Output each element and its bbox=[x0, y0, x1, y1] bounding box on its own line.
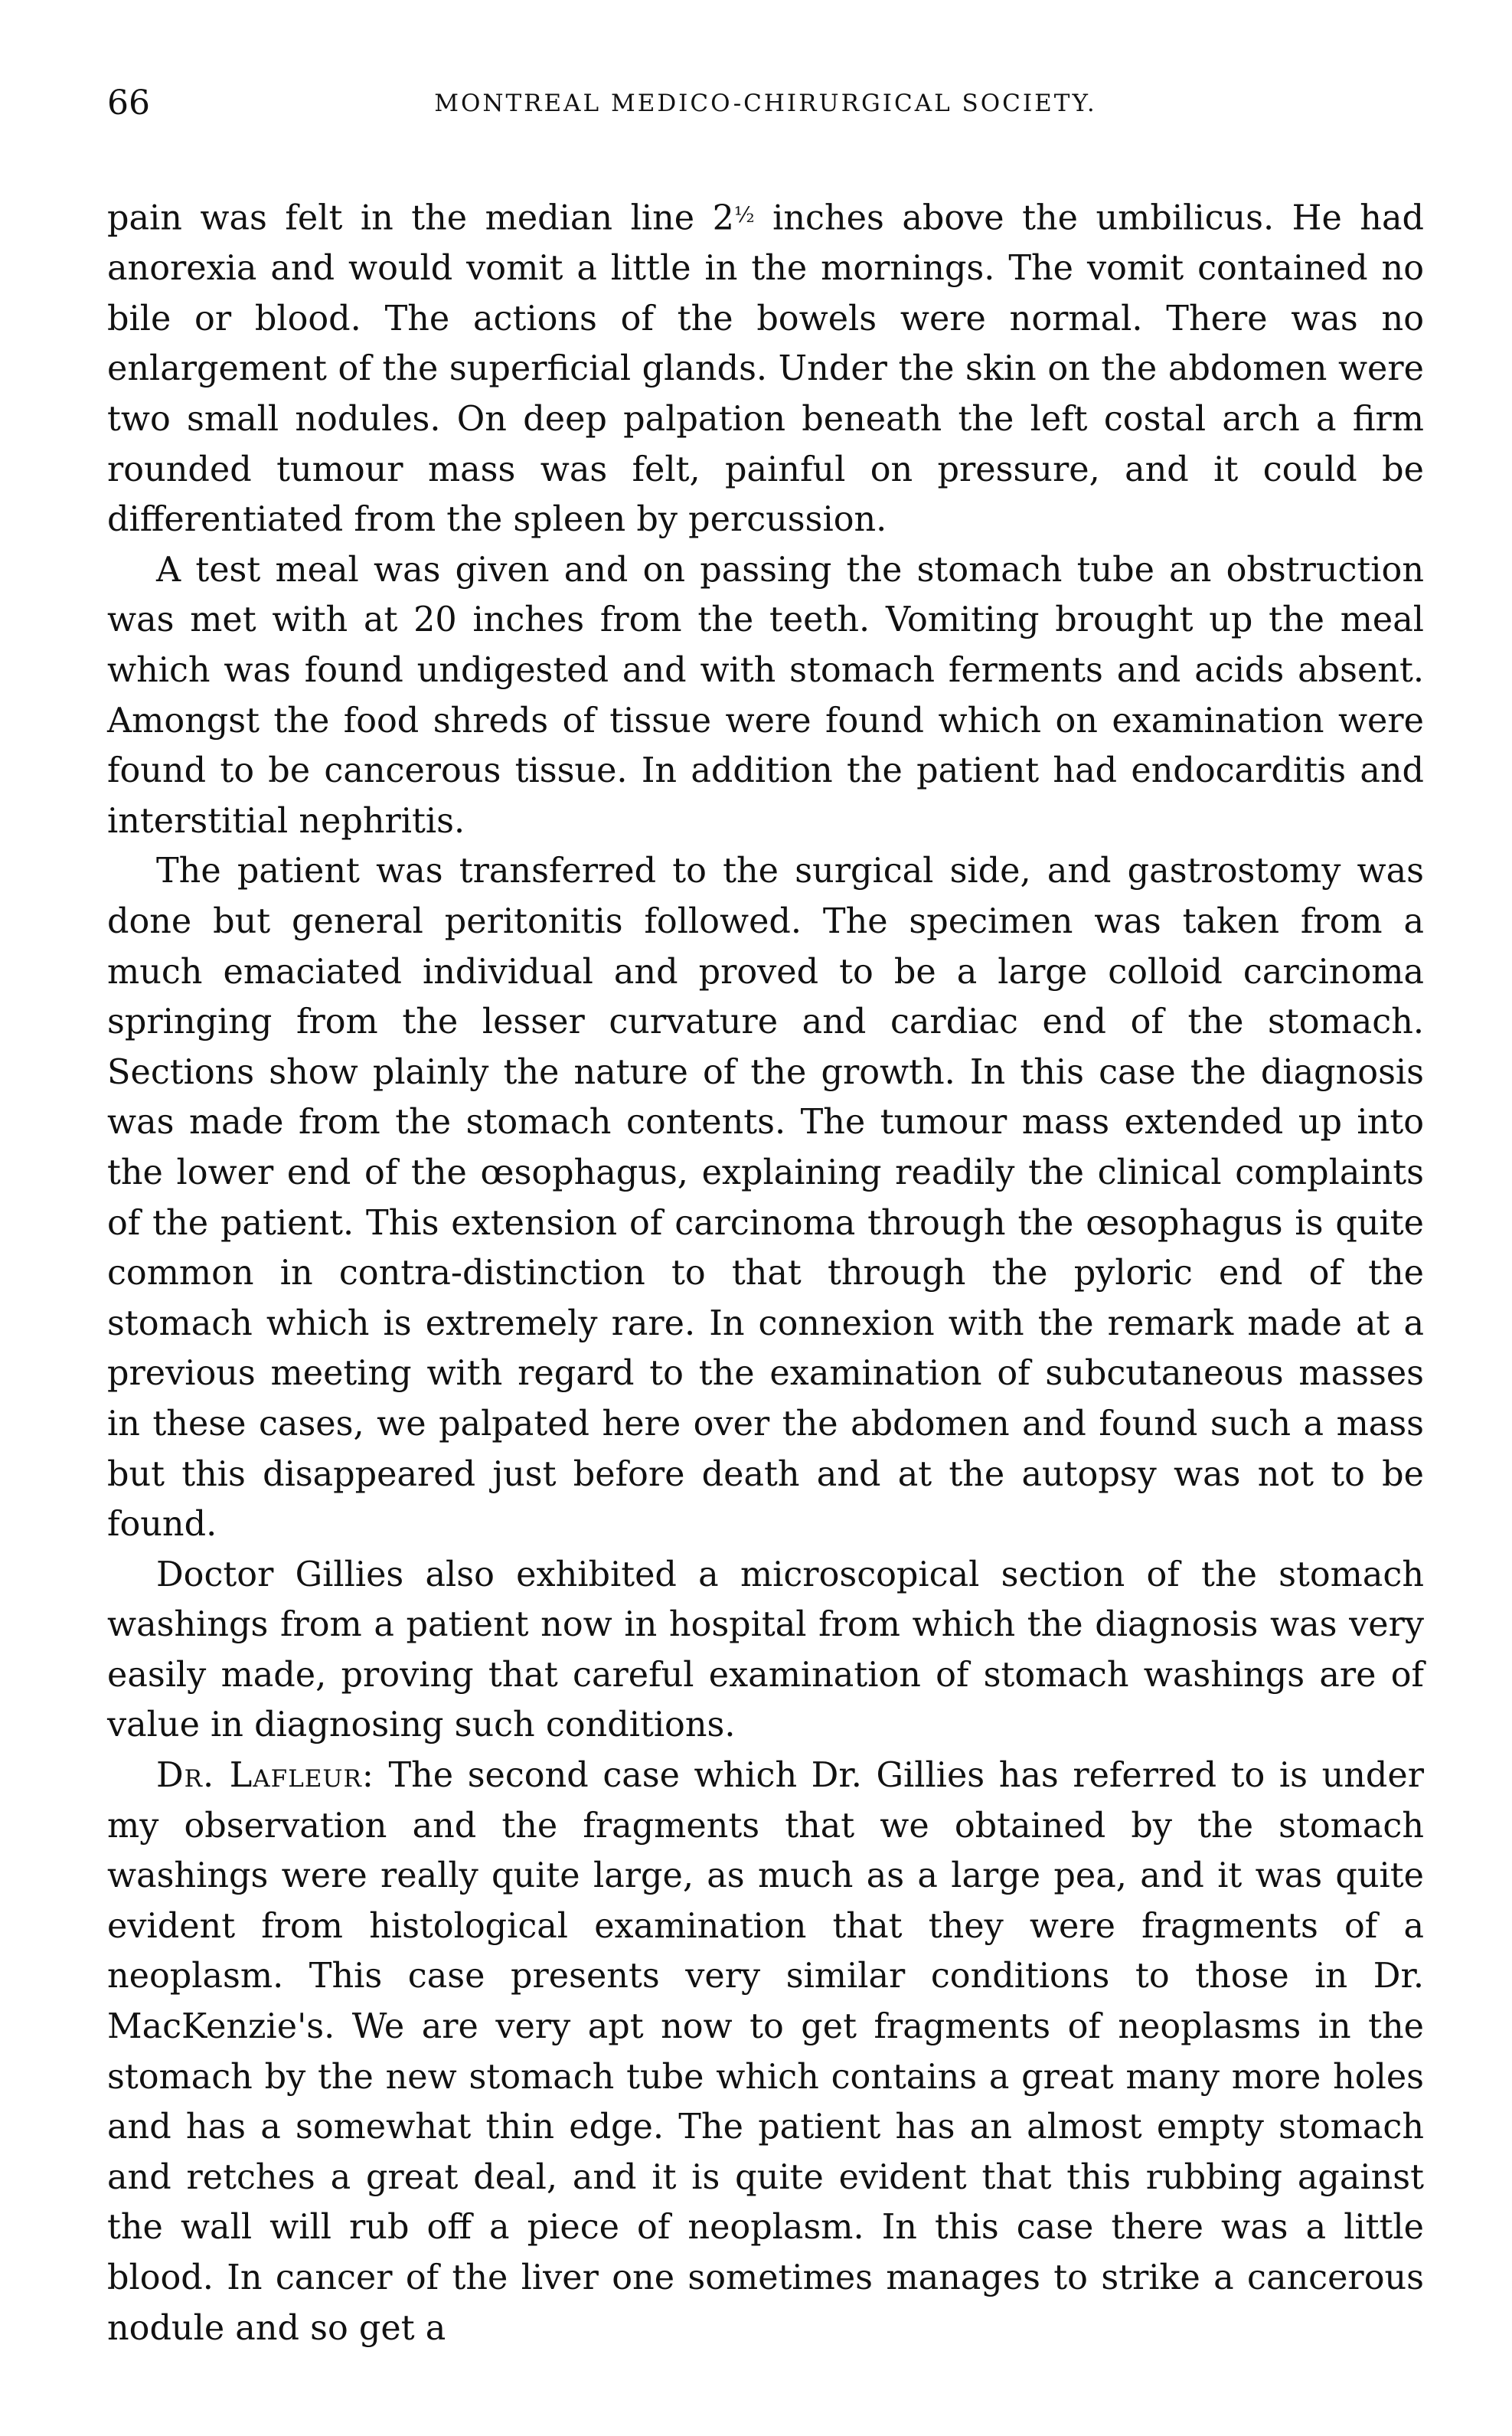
speaker-name: Dr. Lafleur: bbox=[156, 1756, 374, 1796]
paragraph-4: Doctor Gillies also exhibited a microscopical section of the stomach washings from a patient now in hospital from which the diagnosis was very easily made, proving that careful examination of stomach washings are of value in diagnosing such conditions. bbox=[107, 1555, 1424, 1745]
paragraph-5-text: The second case which Dr. Gillies has referred to is under my observation and the fragments that we obtained by the stomach washings were really quite large, as much as a large pea, and it was quite evident from histological examination that they were fragments of a neoplasm. This case presents very similar conditions to those in Dr. MacKenzie's. We are very apt now to get fragments of neoplasms in the stomach by the new stomach tube which contains a great many more holes and has a somewhat thin edge. The patient has an almost empty stomach and retches a great deal, and it is quite evident that this rubbing against the wall will rub off a piece of neoplasm. In this case there was a little blood. In cancer of the liver one sometimes manages to strike a cancerous nodule and so get a bbox=[107, 1756, 1424, 2348]
running-head bbox=[107, 77, 1424, 130]
paragraph-1-start: pain was felt in the median line 2 bbox=[107, 198, 734, 238]
book-page bbox=[107, 77, 1424, 2353]
paragraph-3: The patient was transferred to the surgical side, and gastrostomy was done but general peritonitis followed. The specimen was taken from a much emaciated individual and proved to be a large colloid carcinoma springing from the lesser curvature and cardiac end of the stomach. Sections show plainly the nature of the growth. In this case the diagnosis was made from the stomach contents. The tumour mass extended up into the lower end of the œsophagus, explaining readily the clinical complaints of the patient. This extension of carcinoma through the œsophagus is quite common in contra-distinction to that through the pyloric end of the stomach which is extremely rare. In connexion with the remark made at a previous meeting with regard to the examination of subcutaneous masses in these cases, we palpated here over the abdomen and found such a mass but this disappeared just before death and at the autopsy was not to be found. bbox=[107, 852, 1424, 1545]
paragraph-1 bbox=[107, 190, 1424, 545]
journal-title: MONTREAL MEDICO-CHIRURGICAL SOCIETY. bbox=[434, 90, 1097, 117]
page-number: 66 bbox=[107, 83, 150, 123]
paragraph-2: A test meal was given and on passing the stomach tube an obstruction was met with at 20 inches from the teeth. Vomiting brought up the meal which was found undigested and with stomach ferments and acids absent. Amongst the food shreds of tissue were found which on examination were found to be cancerous tissue. In addition the patient had endocarditis and interstitial nephritis. bbox=[107, 550, 1424, 841]
body-text bbox=[107, 190, 1424, 2353]
paragraph-5 bbox=[107, 1751, 1424, 2353]
paragraph-1-rest: inches above the umbilicus. He had anorexia and would vomit a little in the mornings. The vomit contained no bile or blood. The actions of the bowels were normal. There was no enlargement of the superficial glands. Under the skin on the abdomen were two small nodules. On deep palpation beneath the left costal arch a firm rounded tumour mass was felt, painful on pressure, and it could be differentiated from the spleen by percussion. bbox=[107, 198, 1424, 540]
fraction-one-half: ½ bbox=[733, 202, 755, 227]
